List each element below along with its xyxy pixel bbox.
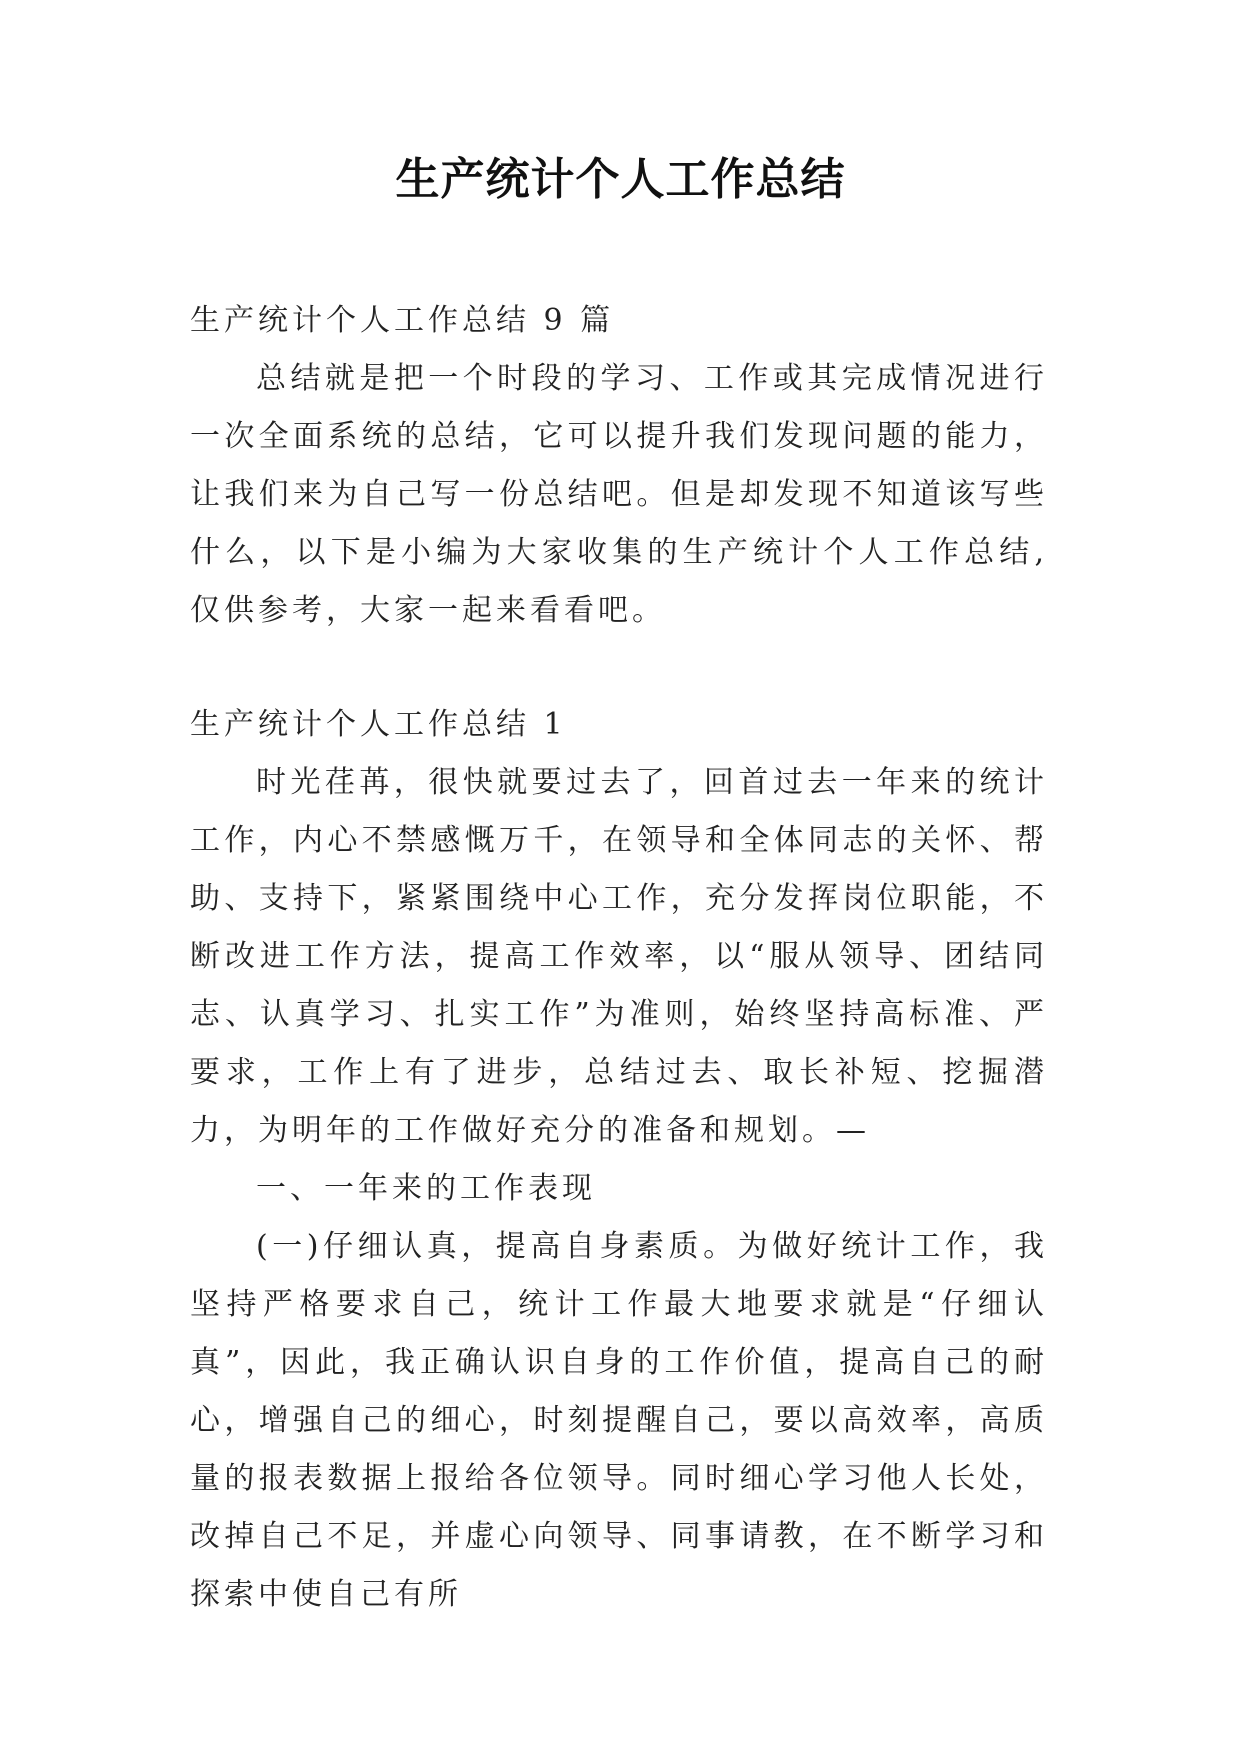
- intro-paragraph: 总结就是把一个时段的学习、工作或其完成情况进行一次全面系统的总结，它可以提升我们发现问题的能力，让我们来为自己写一份总结吧。但是却发现不知道该写些什么，以下是小编为大家收集的生产统计个人工作总结,仅供参考，大家一起来看看吧。: [190, 361, 1048, 628]
- document-subtitle: 生产统计个人工作总结 9 篇: [190, 303, 615, 338]
- document-title: 生产统计个人工作总结: [395, 154, 846, 205]
- section-body: [190, 754, 1048, 1624]
- section-heading: 生产统计个人工作总结 1: [190, 707, 567, 742]
- section-subheading: 一、一年来的工作表现: [256, 1171, 596, 1206]
- section-paragraph-2: (一)仔细认真，提高自身素质。为做好统计工作，我坚持严格要求自己，统计工作最大地要求就是“仔细认真”，因此，我正确认识自身的工作价值，提高自己的耐心，增强自己的细心，时刻提醒自己，要以高效率，高质量的报表数据上报给各位领导。同时细心学习他人长处，改掉自己不足，并虚心向领导、同事请教，在不断学习和探索中使自己有所: [190, 1229, 1048, 1612]
- section-paragraph-1: 时光荏苒，很快就要过去了，回首过去一年来的统计工作，内心不禁感慨万千，在领导和全体同志的关怀、帮助、支持下，紧紧围绕中心工作，充分发挥岗位职能，不断改进工作方法，提高工作效率，以“服从领导、团结同志、认真学习、扎实工作”为准则，始终坚持高标准、严要求，工作上有了进步，总结过去、取长补短、挖掘潜力，为明年的工作做好充分的准备和规划。—: [190, 765, 1048, 1148]
